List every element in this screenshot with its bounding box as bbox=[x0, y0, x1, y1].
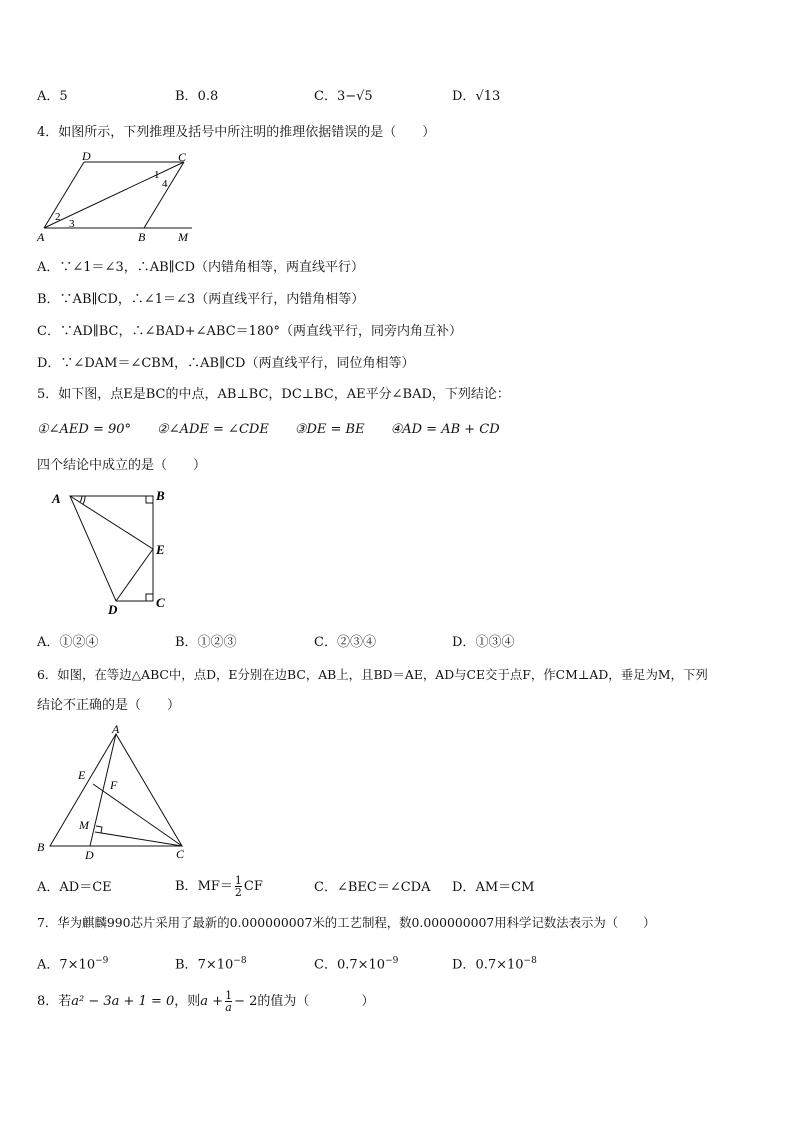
q5-label-b: B bbox=[156, 488, 165, 503]
q5-label-e: E bbox=[156, 542, 165, 557]
q8-stem: 8．若a² − 3a + 1 = 0，则a + $\frac{1}{a}$ − 2的值为（ ） bbox=[37, 989, 375, 1014]
q5-option-a: A．①②④ bbox=[37, 635, 99, 650]
q6-option-b: B．MF＝ $\frac{1}{2}$ CF bbox=[175, 874, 263, 899]
q4-label-b: B bbox=[138, 230, 146, 244]
q4-option-c: C．∵AD∥BC，∴∠BAD+∠ABC＝180°（两直线平行，同旁内角互补） bbox=[37, 324, 462, 339]
q6-option-b-fraction: $\frac{1}{2}$ bbox=[234, 874, 242, 899]
q5-label-d: D bbox=[108, 602, 118, 614]
q4-label-d: D bbox=[82, 150, 91, 163]
q4-option-a: A．∵∠1＝∠3，∴AB∥CD（内错角相等，两直线平行） bbox=[37, 260, 365, 275]
q4-figure bbox=[36, 150, 198, 246]
q6-label-b: B bbox=[37, 840, 45, 854]
q6-option-a: A．AD＝CE bbox=[37, 880, 112, 895]
q7-stem: 7．华为麒麟990芯片采用了最新的0.000000007米的工艺制程，数0.000000007用科学记数法表示为（ ） bbox=[37, 915, 656, 930]
q6-stem-line1: 6．如图，在等边△ABC中，点D，E分别在边BC，AB上，且BD＝AE，AD与CE交于点F，作CM⊥AD，垂足为M，下列 bbox=[37, 667, 708, 682]
q8-equation: a² − 3a + 1 = 0 bbox=[71, 994, 175, 1009]
q4-angle-2: 2 bbox=[55, 211, 61, 223]
q5-conclusions: ①∠AED = 90° ②∠ADE = ∠CDE ③DE = BE ④AD = AB + CD bbox=[37, 422, 500, 437]
q6-option-c: C．∠BEC＝∠CDA bbox=[314, 880, 431, 895]
q5-question: 四个结论中成立的是（ ） bbox=[37, 458, 207, 473]
q4-stem: 4．如图所示，下列推理及括号中所注明的推理依据错误的是（ ） bbox=[37, 125, 436, 140]
q4-label-a: A bbox=[37, 230, 45, 244]
q4-angle-4: 4 bbox=[162, 178, 168, 190]
q6-label-f: F bbox=[110, 778, 118, 792]
q5-option-c: C．②③④ bbox=[314, 635, 376, 650]
q3-option-c: C．3−√5 bbox=[314, 89, 373, 104]
q5-label-a: A bbox=[52, 491, 61, 506]
q4-label-c: C bbox=[178, 150, 187, 164]
q6-label-c: C bbox=[176, 847, 185, 861]
q6-label-d: D bbox=[85, 848, 94, 862]
q5-label-c: C bbox=[156, 595, 165, 610]
q6-figure bbox=[34, 722, 194, 862]
q5-option-b: B．①②③ bbox=[175, 635, 237, 650]
q7-option-d: D．$0.7\times 10^{-8}$ bbox=[452, 956, 537, 973]
q6-option-d: D．AM＝CM bbox=[452, 880, 535, 895]
q6-label-a: A bbox=[112, 722, 120, 736]
q4-option-d: D．∵∠DAM＝∠CBM，∴AB∥CD（两直线平行，同位角相等） bbox=[37, 356, 415, 371]
q4-option-b: B．∵AB∥CD，∴∠1＝∠3（两直线平行，内错角相等） bbox=[37, 292, 365, 307]
q3-option-a: A．5 bbox=[37, 89, 68, 104]
q6-label-e: E bbox=[78, 768, 86, 782]
q4-label-m: M bbox=[178, 230, 188, 244]
q7-option-b: B．$7\times 10^{-8}$ bbox=[175, 956, 247, 973]
q8-fraction: $\frac{1}{a}$ bbox=[225, 989, 233, 1014]
q3-option-d: D．√13 bbox=[452, 89, 501, 104]
q6-stem-line2: 结论不正确的是（ ） bbox=[37, 698, 181, 713]
q5-option-d: D．①③④ bbox=[452, 635, 515, 650]
q5-figure bbox=[46, 484, 176, 614]
q5-stem: 5．如下图，点E是BC的中点，AB⊥BC，DC⊥BC，AE平分∠BAD，下列结论： bbox=[37, 387, 510, 402]
q4-angle-3: 3 bbox=[69, 218, 75, 230]
q6-label-m: M bbox=[79, 818, 89, 832]
q4-angle-1: 1 bbox=[154, 169, 160, 181]
q3-option-b: B．0.8 bbox=[175, 89, 219, 104]
q7-option-a: A．$7\times 10^{-9}$ bbox=[37, 956, 109, 973]
q7-option-c: C．$0.7\times 10^{-9}$ bbox=[314, 956, 399, 973]
